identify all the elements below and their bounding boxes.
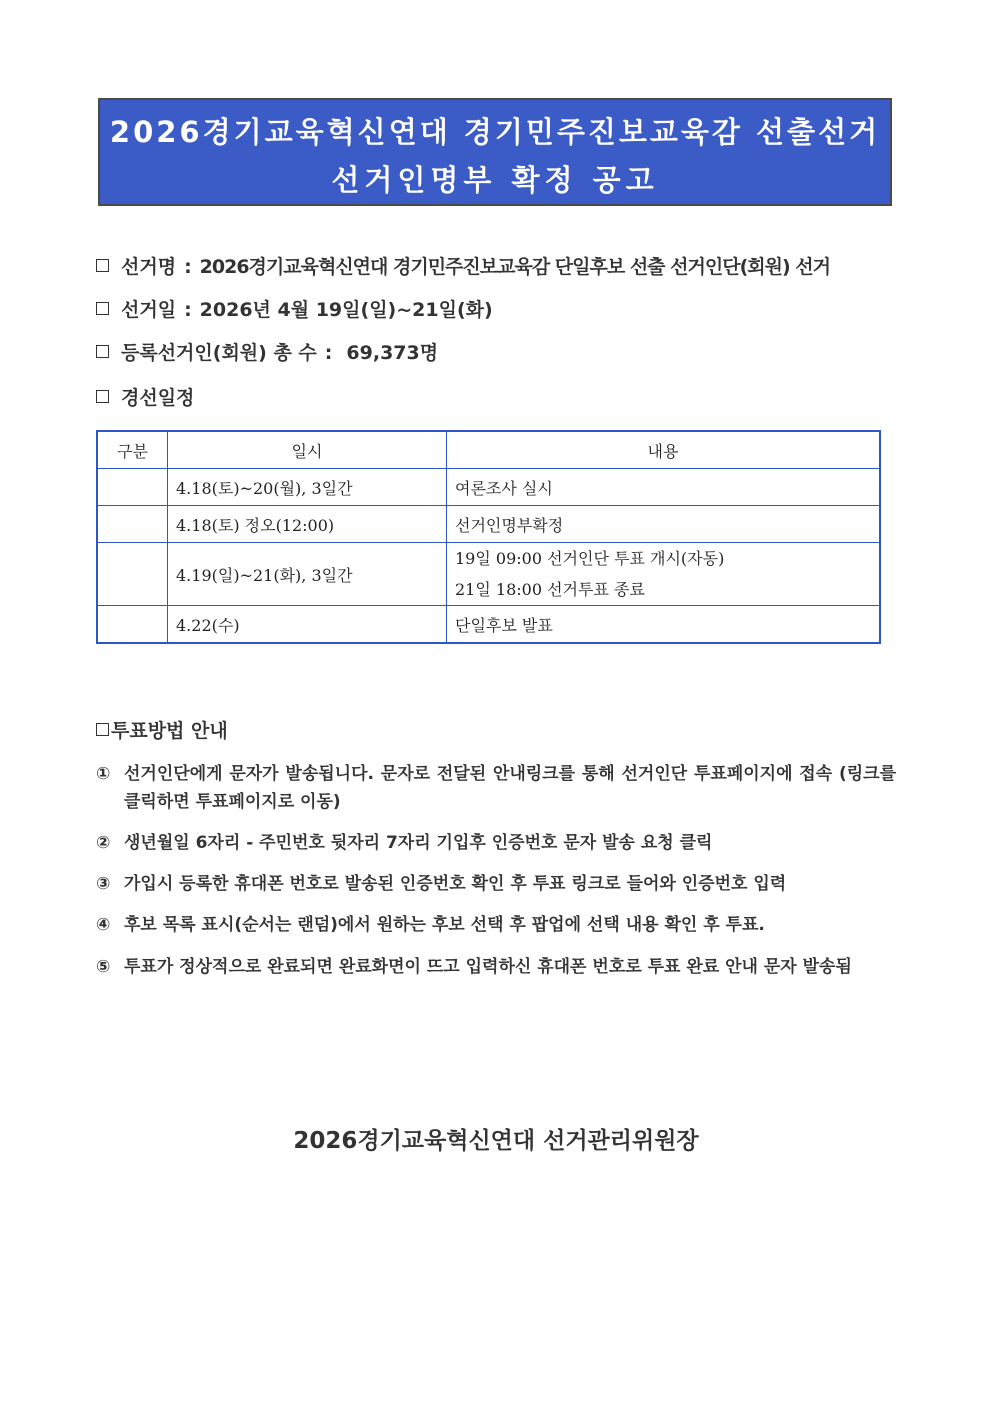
title-line-1: 2026경기교육혁신연대 경기민주진보교육감 선출선거 [109,115,881,149]
step-text: 생년월일 6자리 - 주민번호 뒷자리 7자리 기입후 인증번호 문자 발송 요청 클릭 [124,833,713,853]
checkbox-square-icon [96,390,109,403]
row-datetime: 4.19(일)~21(화), 3일간 [168,543,447,606]
step-number: ③ [96,874,111,894]
election-name-line: 선거명 : 2026경기교육혁신연대 경기민주진보교육감 단일후보 선출 선거인단(회원) 선거 [96,252,830,279]
step-number: ② [96,833,111,853]
checkbox-square-icon [96,302,109,315]
row-content: 여론조사 실시 [447,469,881,506]
voters-value: 69,373명 [346,342,439,364]
row-content [447,543,881,606]
election-date-line: 선거일 : 2026년 4월 19일(일)~21일(화) [96,295,493,322]
row-datetime: 4.22(수) [168,606,447,644]
header-category: 구분 [97,431,168,469]
voting-step-5 [96,953,896,981]
step-number: ① [96,764,111,784]
election-date-value: 2026년 4월 19일(일)~21일(화) [199,299,493,321]
schedule-heading: 경선일정 [121,387,195,409]
voting-step-4 [96,911,896,939]
election-name-value: 2026경기교육혁신연대 경기민주진보교육감 단일후보 선출 선거인단(회원) 선거 [199,256,830,278]
checkbox-square-icon [96,259,109,272]
voters-label: 등록선거인(회원) 총 수 [121,342,317,364]
voting-step-1 [96,760,896,816]
table-row [97,543,880,606]
election-date-label: 선거일 [121,299,177,321]
step-text: 투표가 정상적으로 완료되면 완료화면이 뜨고 입력하신 휴대폰 번호로 투표 완료 안내 문자 발송됨 [124,957,852,977]
table-row [97,606,880,644]
row-content: 단일후보 발표 [447,606,881,644]
row-category [97,506,168,543]
step-text: 가입시 등록한 휴대폰 번호로 발송된 인증번호 확인 후 투표 링크로 들어와 인증번호 입력 [124,874,787,894]
schedule-heading-line [96,383,194,410]
voting-step-2 [96,829,896,857]
checkbox-square-icon [96,345,109,358]
election-name-label: 선거명 [121,256,177,278]
schedule-table [96,430,881,644]
table-row [97,506,880,543]
title-line-2: 선거인명부 확정 공고 [331,163,659,197]
title-banner [98,98,892,206]
header-content: 내용 [447,431,881,469]
row-datetime: 4.18(토) 정오(12:00) [168,506,447,543]
header-datetime: 일시 [168,431,447,469]
step-text: 후보 목록 표시(순서는 랜덤)에서 원하는 후보 선택 후 팝업에 선택 내용 확인 후 투표. [124,915,765,935]
committee-signature: 2026경기교육혁신연대 선거관리위원장 [293,1128,699,1154]
voters-count-line: 등록선거인(회원) 총 수 : 69,373명 [96,338,438,365]
checkbox-square-icon [96,723,109,736]
row-datetime: 4.18(토)~20(월), 3일간 [168,469,447,506]
row-content-line-1: 19일 09:00 선거인단 투표 개시(자동) [455,549,725,568]
row-content: 선거인명부확정 [447,506,881,543]
row-content-line-2: 21일 18:00 선거투표 종료 [455,580,645,599]
voting-guide-title: 투표방법 안내 [111,720,228,742]
step-text: 선거인단에게 문자가 발송됩니다. 문자로 전달된 안내링크를 통해 선거인단 투표페이지에 접속 (링크를 클릭하면 투표페이지로 이동) [124,764,896,812]
voting-step-3 [96,870,896,898]
step-number: ④ [96,915,111,935]
table-row [97,469,880,506]
voting-guide-heading [96,716,228,743]
table-header-row [97,431,880,469]
row-category [97,606,168,644]
row-category [97,469,168,506]
step-number: ⑤ [96,957,111,977]
row-category [97,543,168,606]
